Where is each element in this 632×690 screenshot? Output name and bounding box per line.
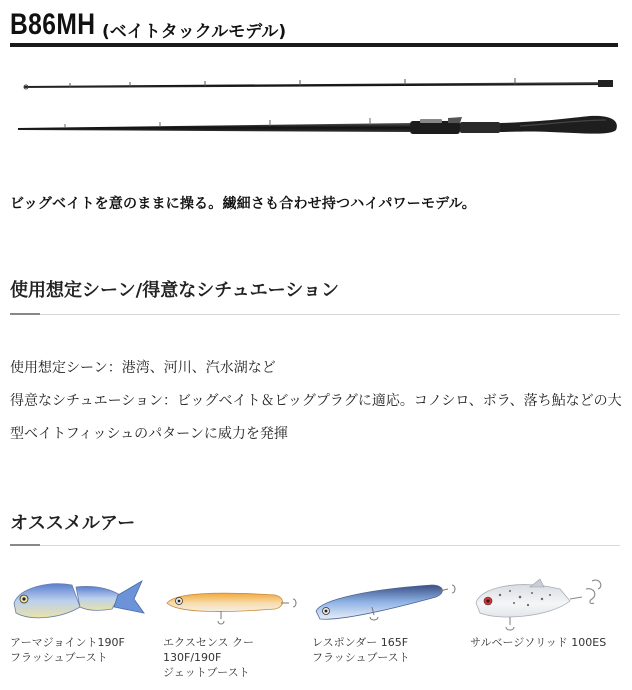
lure-name[interactable]: エクスセンス クー 130F/190F ジェットブースト	[163, 636, 255, 679]
lure-card[interactable]	[163, 573, 313, 680]
minnow-blue-icon	[312, 573, 462, 633]
header-divider	[10, 43, 618, 47]
minnow-orange-icon	[163, 573, 313, 633]
lure-name[interactable]: レスポンダー 165F フラッシュブースト	[312, 636, 410, 664]
lure-section-accent	[10, 544, 40, 546]
scene-section-accent	[10, 313, 40, 315]
vibration-lure-icon	[470, 573, 620, 633]
scene-section-title: 使用想定シーン/得意なシチュエーション	[10, 280, 339, 301]
lure-card[interactable]	[10, 573, 160, 665]
scene-section-divider	[10, 314, 620, 315]
lure-name[interactable]: サルベージソリッド 100ES	[470, 636, 607, 649]
model-header	[10, 8, 618, 48]
lure-card[interactable]	[470, 573, 620, 650]
tagline: ビッグベイトを意のままに操る。繊細さも合わせ持つハイパワーモデル。	[10, 196, 476, 212]
rod-image	[10, 70, 622, 150]
model-code: B86MH	[10, 8, 96, 41]
scene-line-situation: 得意なシチュエーション：ビッグベイト＆ビッグプラグに適応。コノシロ、ボラ、落ち鮎などの大	[10, 393, 622, 409]
jointed-swimbait-icon	[10, 573, 160, 633]
lure-card[interactable]	[312, 573, 462, 665]
scene-line-usage: 使用想定シーン：港湾、河川、汽水湖など	[10, 360, 276, 376]
lure-section-title: オススメルアー	[10, 513, 136, 534]
scene-line-situation-cont: 型ベイトフィッシュのパターンに威力を発揮	[10, 426, 288, 442]
scene-description	[10, 352, 622, 451]
fishing-rod-icon	[10, 70, 622, 150]
model-subtitle: (ベイトタックルモデル)	[102, 22, 287, 42]
lure-section-divider	[10, 545, 620, 546]
lure-name[interactable]: アーマジョイント190F フラッシュブースト	[10, 636, 125, 664]
